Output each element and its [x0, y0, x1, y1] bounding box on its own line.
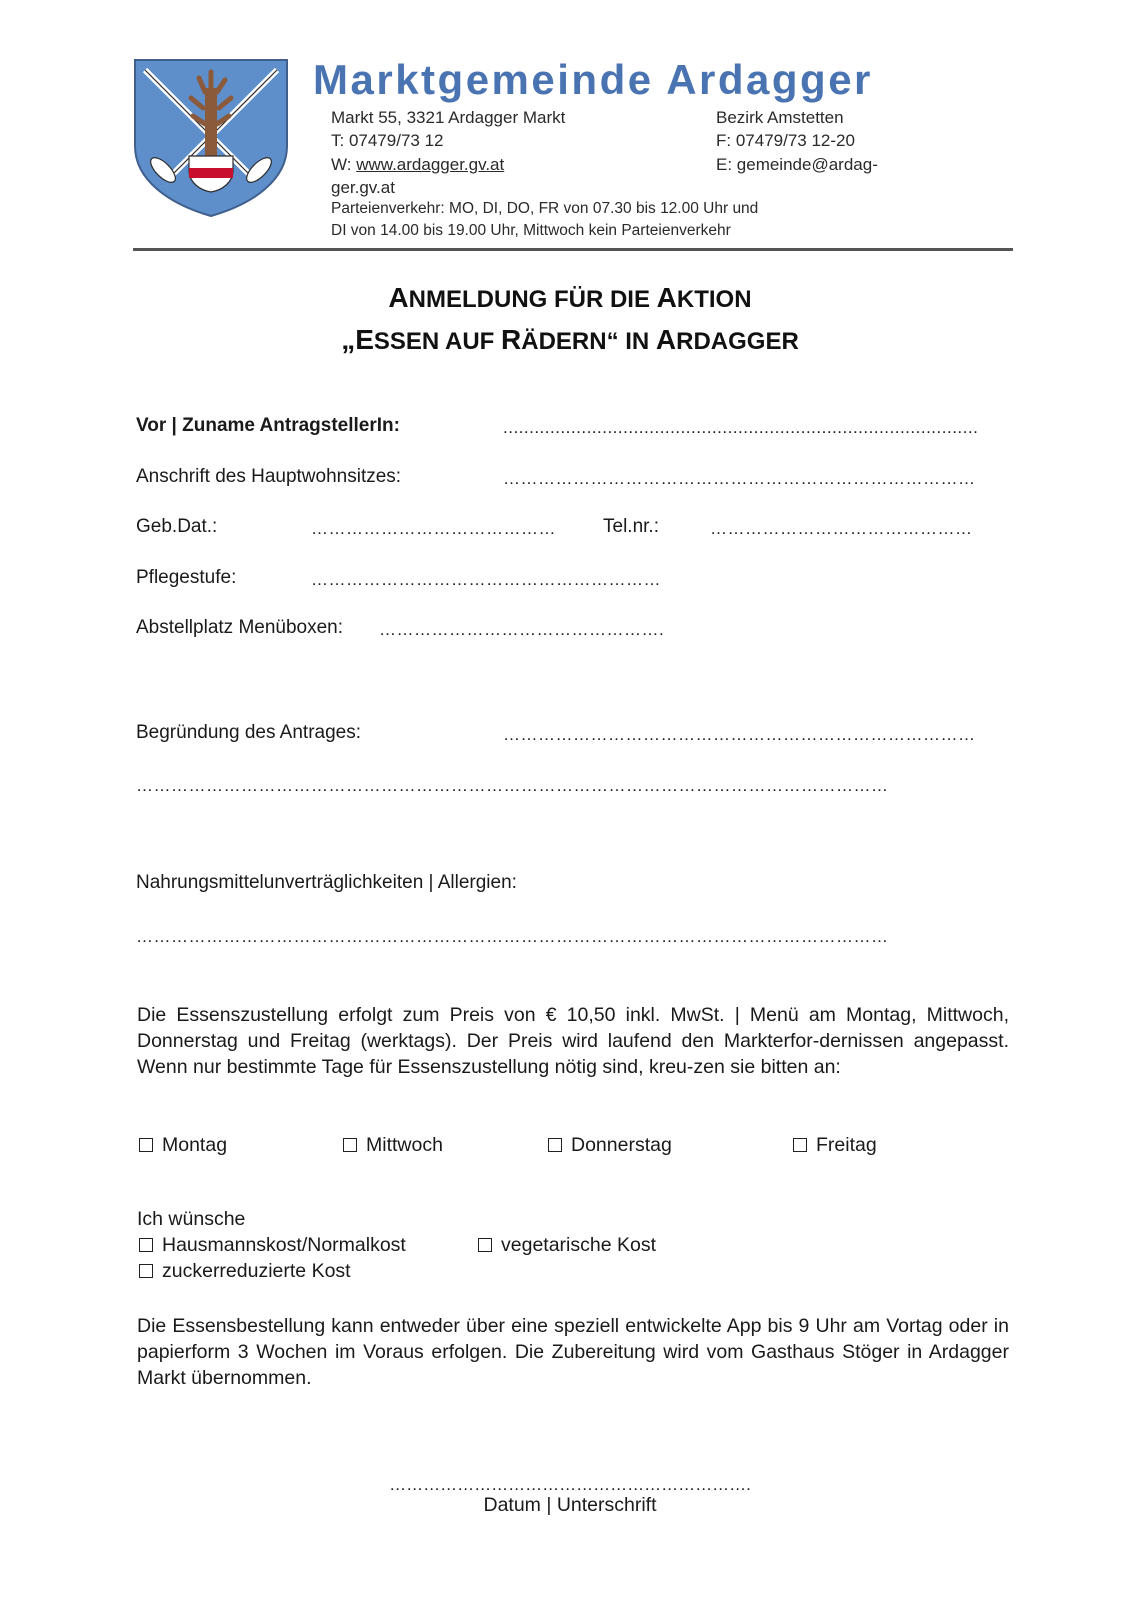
name-label: Vor | Zuname AntragstellerIn:	[136, 415, 400, 436]
email-line1: E: gemeinde@ardag-	[716, 155, 878, 174]
fax: F: 07479/73 12-20	[716, 131, 855, 150]
order-info-text: Die Essensbestellung kann entweder über eine speziell entwickelte App bis 9 Uhr am Vortag oder in papierform 3 Wochen im Voraus erfolgen. Die Zubereitung wird vom Gasthaus Stöger in Ardagger Markt übernommen.	[137, 1315, 1009, 1389]
checkbox-sugar-reduced-diet[interactable]: zuckerreduzierte Kost	[139, 1260, 351, 1283]
document-title-line1: ANMELDUNG FÜR DIE AKTION	[388, 282, 752, 313]
website-line	[331, 155, 504, 175]
storage-field[interactable]: ………………………………………….	[379, 620, 665, 639]
delivery-info-text: Die Essenszustellung erfolgt zum Preis von € 10,50 inkl. MwSt. | Menü am Montag, Mittwoch, Donnerstag und Freitag (werktags). Der Preis wird laufend den Markterfor-dernissen angepasst. Wenn nur bestimmte Tage für Essenszustellung nötig sind, kreu-zen sie bitten an:	[137, 1004, 1009, 1078]
checkbox-icon[interactable]	[139, 1264, 153, 1278]
website-prefix: W:	[331, 155, 357, 174]
care-level-field[interactable]: ……………………………………………………	[311, 570, 661, 589]
signature-label: Datum | Unterschrift	[483, 1494, 657, 1516]
checkbox-friday[interactable]: Freitag	[793, 1134, 877, 1157]
allergy-label: Nahrungsmittelunverträglichkeiten | Allergien:	[136, 872, 517, 893]
header-divider	[133, 248, 1013, 251]
reason-field[interactable]: ………………………………………………………………………	[503, 725, 976, 744]
checkbox-icon[interactable]	[548, 1138, 562, 1152]
reason-field-line2[interactable]: …………………………………………………………………………………………………………………	[136, 776, 889, 795]
organization-name: Marktgemeinde Ardagger	[313, 56, 873, 103]
birthdate-label: Geb.Dat.:	[136, 516, 218, 537]
checkbox-icon[interactable]	[139, 1238, 153, 1252]
name-field[interactable]: ...........................................................................................	[503, 418, 979, 437]
office-hours-line2: DI von 14.00 bis 19.00 Uhr, Mittwoch kein Parteienverkehr	[331, 222, 731, 239]
phone-field[interactable]: ………………………………………	[710, 519, 973, 538]
office-hours-line1: Parteienverkehr: MO, DI, DO, FR von 07.30 bis 12.00 Uhr und	[331, 200, 759, 217]
phone-label: Tel.nr.:	[603, 516, 659, 537]
district: Bezirk Amstetten	[716, 108, 844, 127]
reason-label: Begründung des Antrages:	[136, 722, 362, 743]
email-line2: ger.gv.at	[331, 178, 395, 197]
checkbox-monday[interactable]: Montag	[139, 1134, 227, 1157]
signature-field[interactable]: ……………………………………………………….	[389, 1475, 751, 1494]
document-title-line2: „ESSEN AUF RÄDERN“ IN ARDAGGER	[341, 324, 799, 355]
checkbox-vegetarian-diet[interactable]: vegetarische Kost	[478, 1234, 656, 1257]
address-label: Anschrift des Hauptwohnsitzes:	[136, 466, 402, 487]
phone: T: 07479/73 12	[331, 131, 444, 150]
diet-heading: Ich wünsche	[137, 1208, 246, 1230]
address: Markt 55, 3321 Ardagger Markt	[331, 108, 566, 127]
address-field[interactable]: ………………………………………………………………………	[503, 469, 976, 488]
birthdate-field[interactable]: ……………………………………	[311, 519, 556, 538]
checkbox-thursday[interactable]: Donnerstag	[548, 1134, 672, 1157]
checkbox-normal-diet[interactable]: Hausmannskost/Normalkost	[139, 1234, 406, 1257]
storage-label: Abstellplatz Menüboxen:	[136, 617, 344, 638]
checkbox-icon[interactable]	[343, 1138, 357, 1152]
allergy-field[interactable]: …………………………………………………………………………………………………………………	[136, 927, 889, 946]
checkbox-icon[interactable]	[478, 1238, 492, 1252]
coat-of-arms-logo	[133, 58, 289, 218]
checkbox-icon[interactable]	[139, 1138, 153, 1152]
checkbox-icon[interactable]	[793, 1138, 807, 1152]
care-level-label: Pflegestufe:	[136, 567, 237, 588]
website-link[interactable]: www.ardagger.gv.at	[356, 155, 505, 174]
checkbox-wednesday[interactable]: Mittwoch	[343, 1134, 443, 1157]
